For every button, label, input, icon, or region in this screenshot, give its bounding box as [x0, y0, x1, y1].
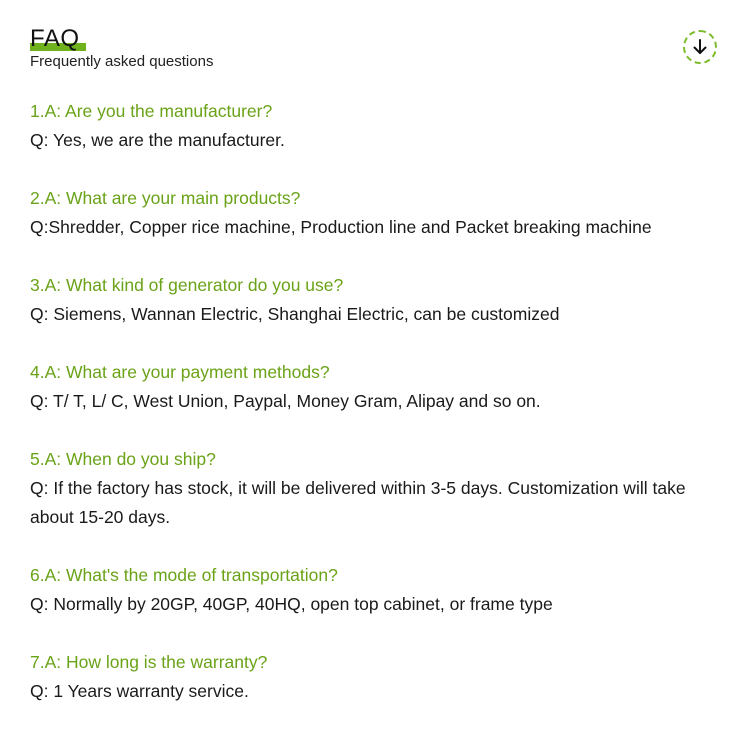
faq-question: 6.A: What's the mode of transportation?: [30, 565, 338, 585]
faq-answer: Q: 1 Years warranty service.: [30, 681, 249, 701]
faq-question: 1.A: Are you the manufacturer?: [30, 101, 273, 121]
faq-answer: Q: T/ T, L/ C, West Union, Paypal, Money Gram, Alipay and so on.: [30, 391, 541, 411]
page-title: FAQ: [30, 25, 80, 52]
faq-answer: Q:Shredder, Copper rice machine, Production line and Packet breaking machine: [30, 217, 652, 237]
faq-list: [30, 97, 730, 735]
faq-question: 4.A: What are your payment methods?: [30, 362, 330, 382]
faq-item: [30, 358, 730, 416]
faq-item: [30, 271, 730, 329]
faq-item: [30, 445, 730, 532]
faq-item: [30, 648, 730, 706]
faq-title-wrap: [30, 26, 80, 52]
faq-item: [30, 97, 730, 155]
faq-answer: Q: Normally by 20GP, 40GP, 40HQ, open top cabinet, or frame type: [30, 594, 553, 614]
scroll-down-button[interactable]: [683, 30, 717, 64]
faq-answer: Q: Yes, we are the manufacturer.: [30, 130, 285, 150]
faq-question: 3.A: What kind of generator do you use?: [30, 275, 344, 295]
faq-question: 7.A: How long is the warranty?: [30, 652, 268, 672]
faq-item: [30, 561, 730, 619]
faq-question: 5.A: When do you ship?: [30, 449, 216, 469]
page-subtitle: Frequently asked questions: [30, 53, 214, 70]
faq-item: [30, 184, 730, 242]
arrow-down-icon: [692, 38, 708, 56]
faq-question: 2.A: What are your main products?: [30, 188, 301, 208]
faq-answer: Q: Siemens, Wannan Electric, Shanghai Electric, can be customized: [30, 304, 560, 324]
faq-answer: Q: If the factory has stock, it will be delivered within 3-5 days. Customization will take about 15-20 days.: [30, 478, 686, 527]
faq-header: [30, 26, 213, 71]
